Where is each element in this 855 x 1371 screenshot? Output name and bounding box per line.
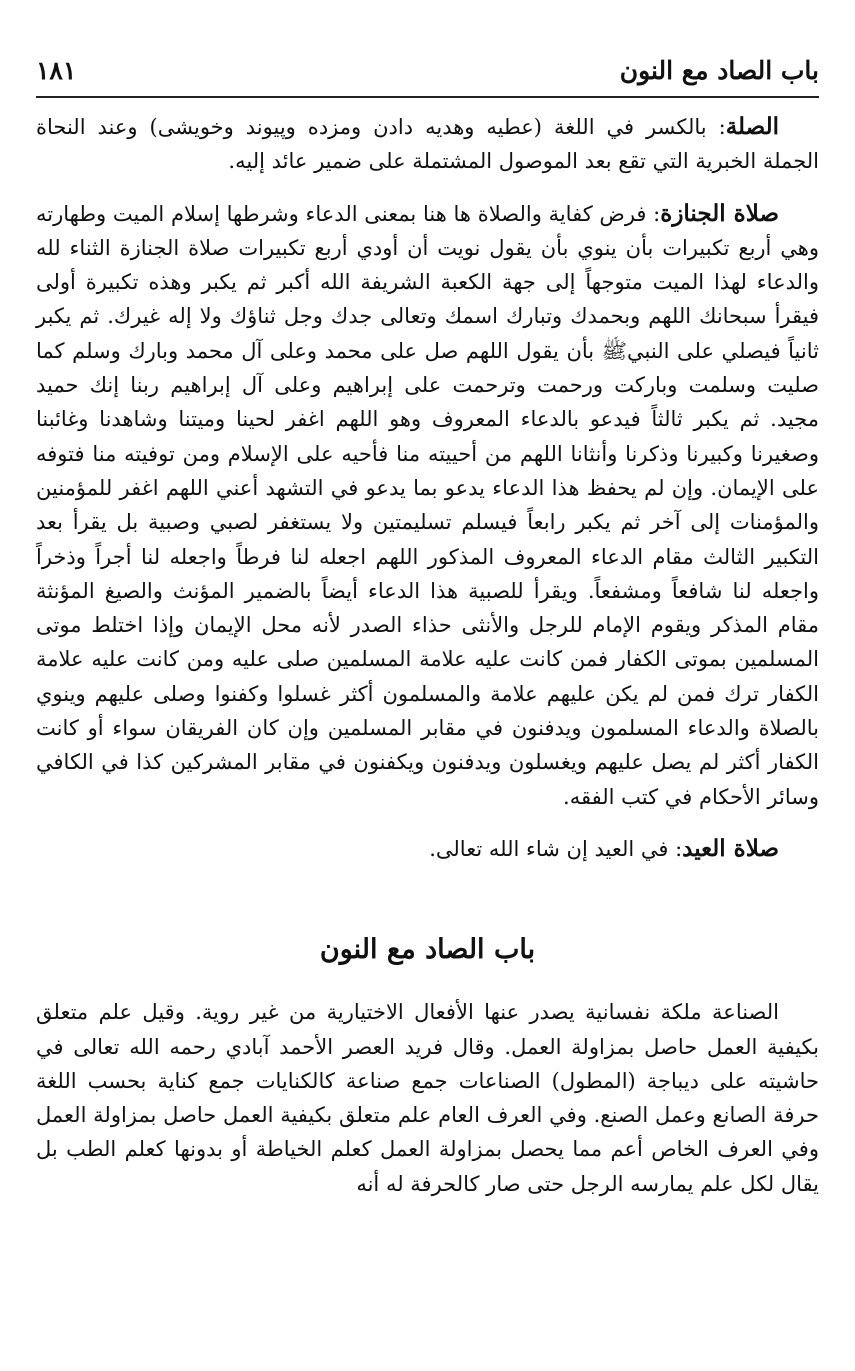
entry-term: صلاة الجنازة xyxy=(660,199,779,227)
term-colon: : xyxy=(646,201,661,226)
entry-salat-al-janaza xyxy=(36,197,819,814)
entry-text: فرض كفاية والصلاة ها هنا بمعنى الدعاء وشرطها إسلام الميت وطهارته وهي أربع تكبيرات بأن ينوي بأن يقول نويت أن أودي أربع تكبيرات صلاة الجنازة الثناء لله والدعاء لهذا الميت متوجهاً إلى جهة الكعبة الشريفة الله أكبر ثم يكبر وهذه تكبيرة أولى فيقرأ سبحانك اللهم وبحمدك وتبارك اسمك وتعالى جدك وجل ثناؤك ولا إله غيرك. ثم يكبر ثانياً فيصلي على النبيﷺ بأن يقول اللهم صل على محمد وعلى آل محمد وبارك وسلم كما صليت وسلمت وباركت ورحمت وترحمت على إبراهيم وعلى آل إبراهيم ربنا إنك حميد مجيد. ثم يكبر ثالثاً فيدعو بالدعاء المعروف وهو اللهم اغفر لحينا وميتنا وشاهدنا وغائبنا وصغيرنا وكبيرنا وذكرنا وأنثانا اللهم من أحييته منا فأحيه على الإسلام ومن توفيته منا فتوفه على الإيمان. وإن لم يحفظ هذا الدعاء يدعو بما يدعو في التشهد أعني اللهم اغفر للمؤمنين والمؤمنات إلى آخر ثم يكبر رابعاً فيسلم تسليمتين ولا يستغفر لصبي وصبية بل يقرأ بعد التكبير الثالث مقام الدعاء المعروف المذكور اللهم اجعله لنا فرطاً واجعله لنا أجراً وذخراً واجعله لنا شافعاً ومشفعاً. ويقرأ للصبية هذا الدعاء أيضاً بالضمير المؤنث والصيغ المؤنثة مقام المذكر ويقوم الإمام للرجل والأنثى حذاء الصدر لأنه محل الإيمان وإذا اختلط موتى المسلمين بموتى الكفار فمن كانت عليه علامة المسلمين صلى عليه ومن كانت عليه علامة الكفار ترك فمن لم يكن عليهم علامة والمسلمون أكثر غسلوا وكفنوا وصلى عليهم وينوي بالصلاة والدعاء المسلمون ويدفنون في مقابر المسلمين وإن كان الفريقان سواء أو كانت الكفار أكثر لم يصل عليهم ويغسلون ويدفنون ويكفنون في مقابر المشركين كذا في الكافي وسائر الأحكام في كتب الفقه. xyxy=(36,201,819,809)
entry-term: الصلة xyxy=(725,113,779,140)
page-header xyxy=(36,52,819,98)
page-body xyxy=(36,110,819,1201)
page-number: ١٨١ xyxy=(36,56,77,85)
entry-text: في العيد إن شاء الله تعالى. xyxy=(429,836,669,861)
term-colon: : xyxy=(668,836,683,861)
entry-salat-al-eid xyxy=(36,832,819,866)
entry-term: صلاة العيد xyxy=(682,834,779,862)
entry-text: بالكسر في اللغة (عطيه وهديه دادن ومزده وپيوند وخويشى) وعند النحاة الجملة الخبرية التي تقع بعد الموصول المشتملة على ضمير عائد إليه. xyxy=(36,115,819,174)
running-head: باب الصاد مع النون xyxy=(619,56,819,85)
entry-al-sila xyxy=(36,110,819,179)
section-heading: باب الصاد مع النون xyxy=(319,934,536,966)
section-text: الصناعة ملكة نفسانية يصدر عنها الأفعال الاختيارية من غير روية. وقيل علم متعلق بكيفية العمل حاصل بمزاولة العمل. وقال فريد العصر الأحمد آبادي رحمه الله تعالى في حاشيته على ديباجة (المطول) الصناعات جمع صناعة كالكنايات جمع كناية بحسب اللغة حرفة الصانع وعمل الصنع. وفي العرف العام علم متعلق بكيفية العمل حاصل بمزاولة العمل وفي العرف الخاص أعم مما يحصل بمزاولة العمل كعلم الخياطة أو بدونها كعلم الطب بل يقال لكل علم يمارسه الرجل حتى صار كالحرفة له أنه xyxy=(36,1000,819,1196)
term-colon: : xyxy=(706,115,726,139)
